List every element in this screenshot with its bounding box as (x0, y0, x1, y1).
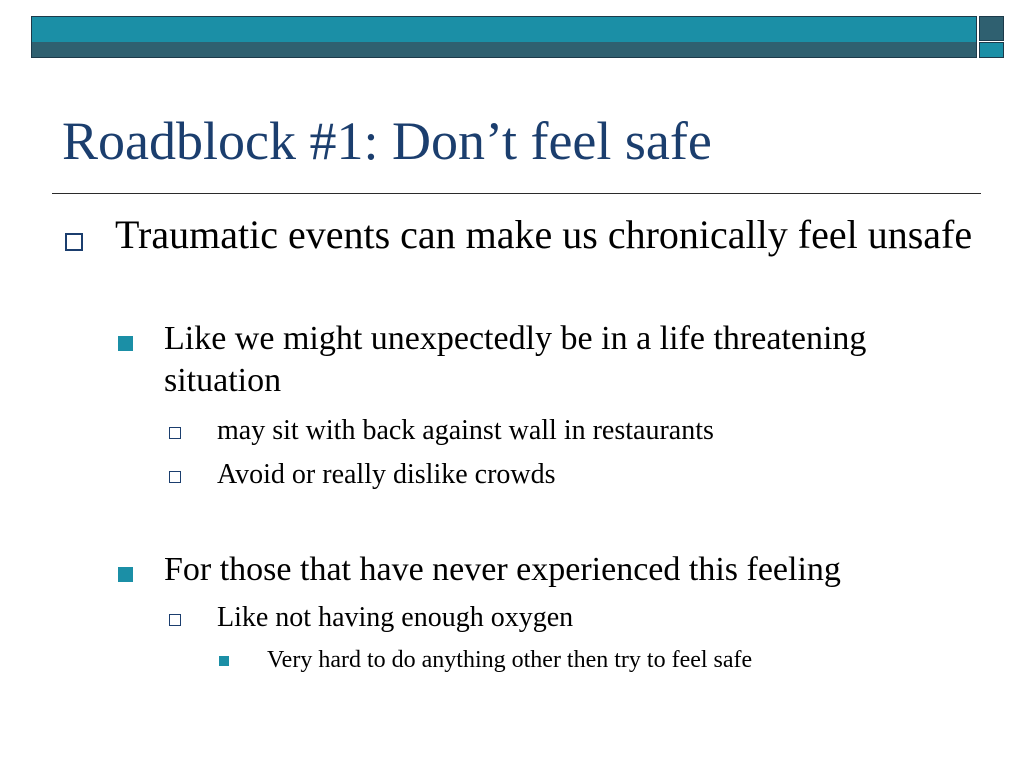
bullet-text: Like not having enough oxygen (217, 602, 574, 633)
filled-square-bullet-icon (118, 567, 133, 582)
filled-square-bullet-icon (219, 656, 229, 666)
bullet-text: may sit with back against wall in restaurants (217, 415, 714, 446)
bullet-text: Traumatic events can make us chronically feel unsafe (115, 212, 973, 257)
hollow-square-bullet-icon (65, 233, 83, 251)
hollow-square-bullet-icon (169, 471, 181, 483)
bullet-text: For those that have never experienced this feeling (164, 551, 841, 588)
hollow-square-bullet-icon (169, 427, 181, 439)
filled-square-bullet-icon (118, 336, 133, 351)
bullet-item-1 (115, 212, 985, 258)
hollow-square-bullet-icon (169, 614, 181, 626)
bullet-item-7 (267, 645, 987, 675)
bullet-item-2 (164, 318, 984, 402)
bullet-item-6 (217, 600, 987, 636)
bullet-item-4 (217, 457, 987, 493)
bullet-text: Avoid or really dislike crowds (217, 459, 556, 490)
bullet-item-5 (164, 549, 984, 591)
bullet-text: Very hard to do anything other then try to feel safe (267, 647, 753, 673)
bullet-text: Like we might unexpectedly be in a life threatening situation (164, 320, 867, 399)
slide-title: Roadblock #1: Don’t feel safe (62, 111, 712, 171)
bullet-item-3 (217, 413, 987, 449)
